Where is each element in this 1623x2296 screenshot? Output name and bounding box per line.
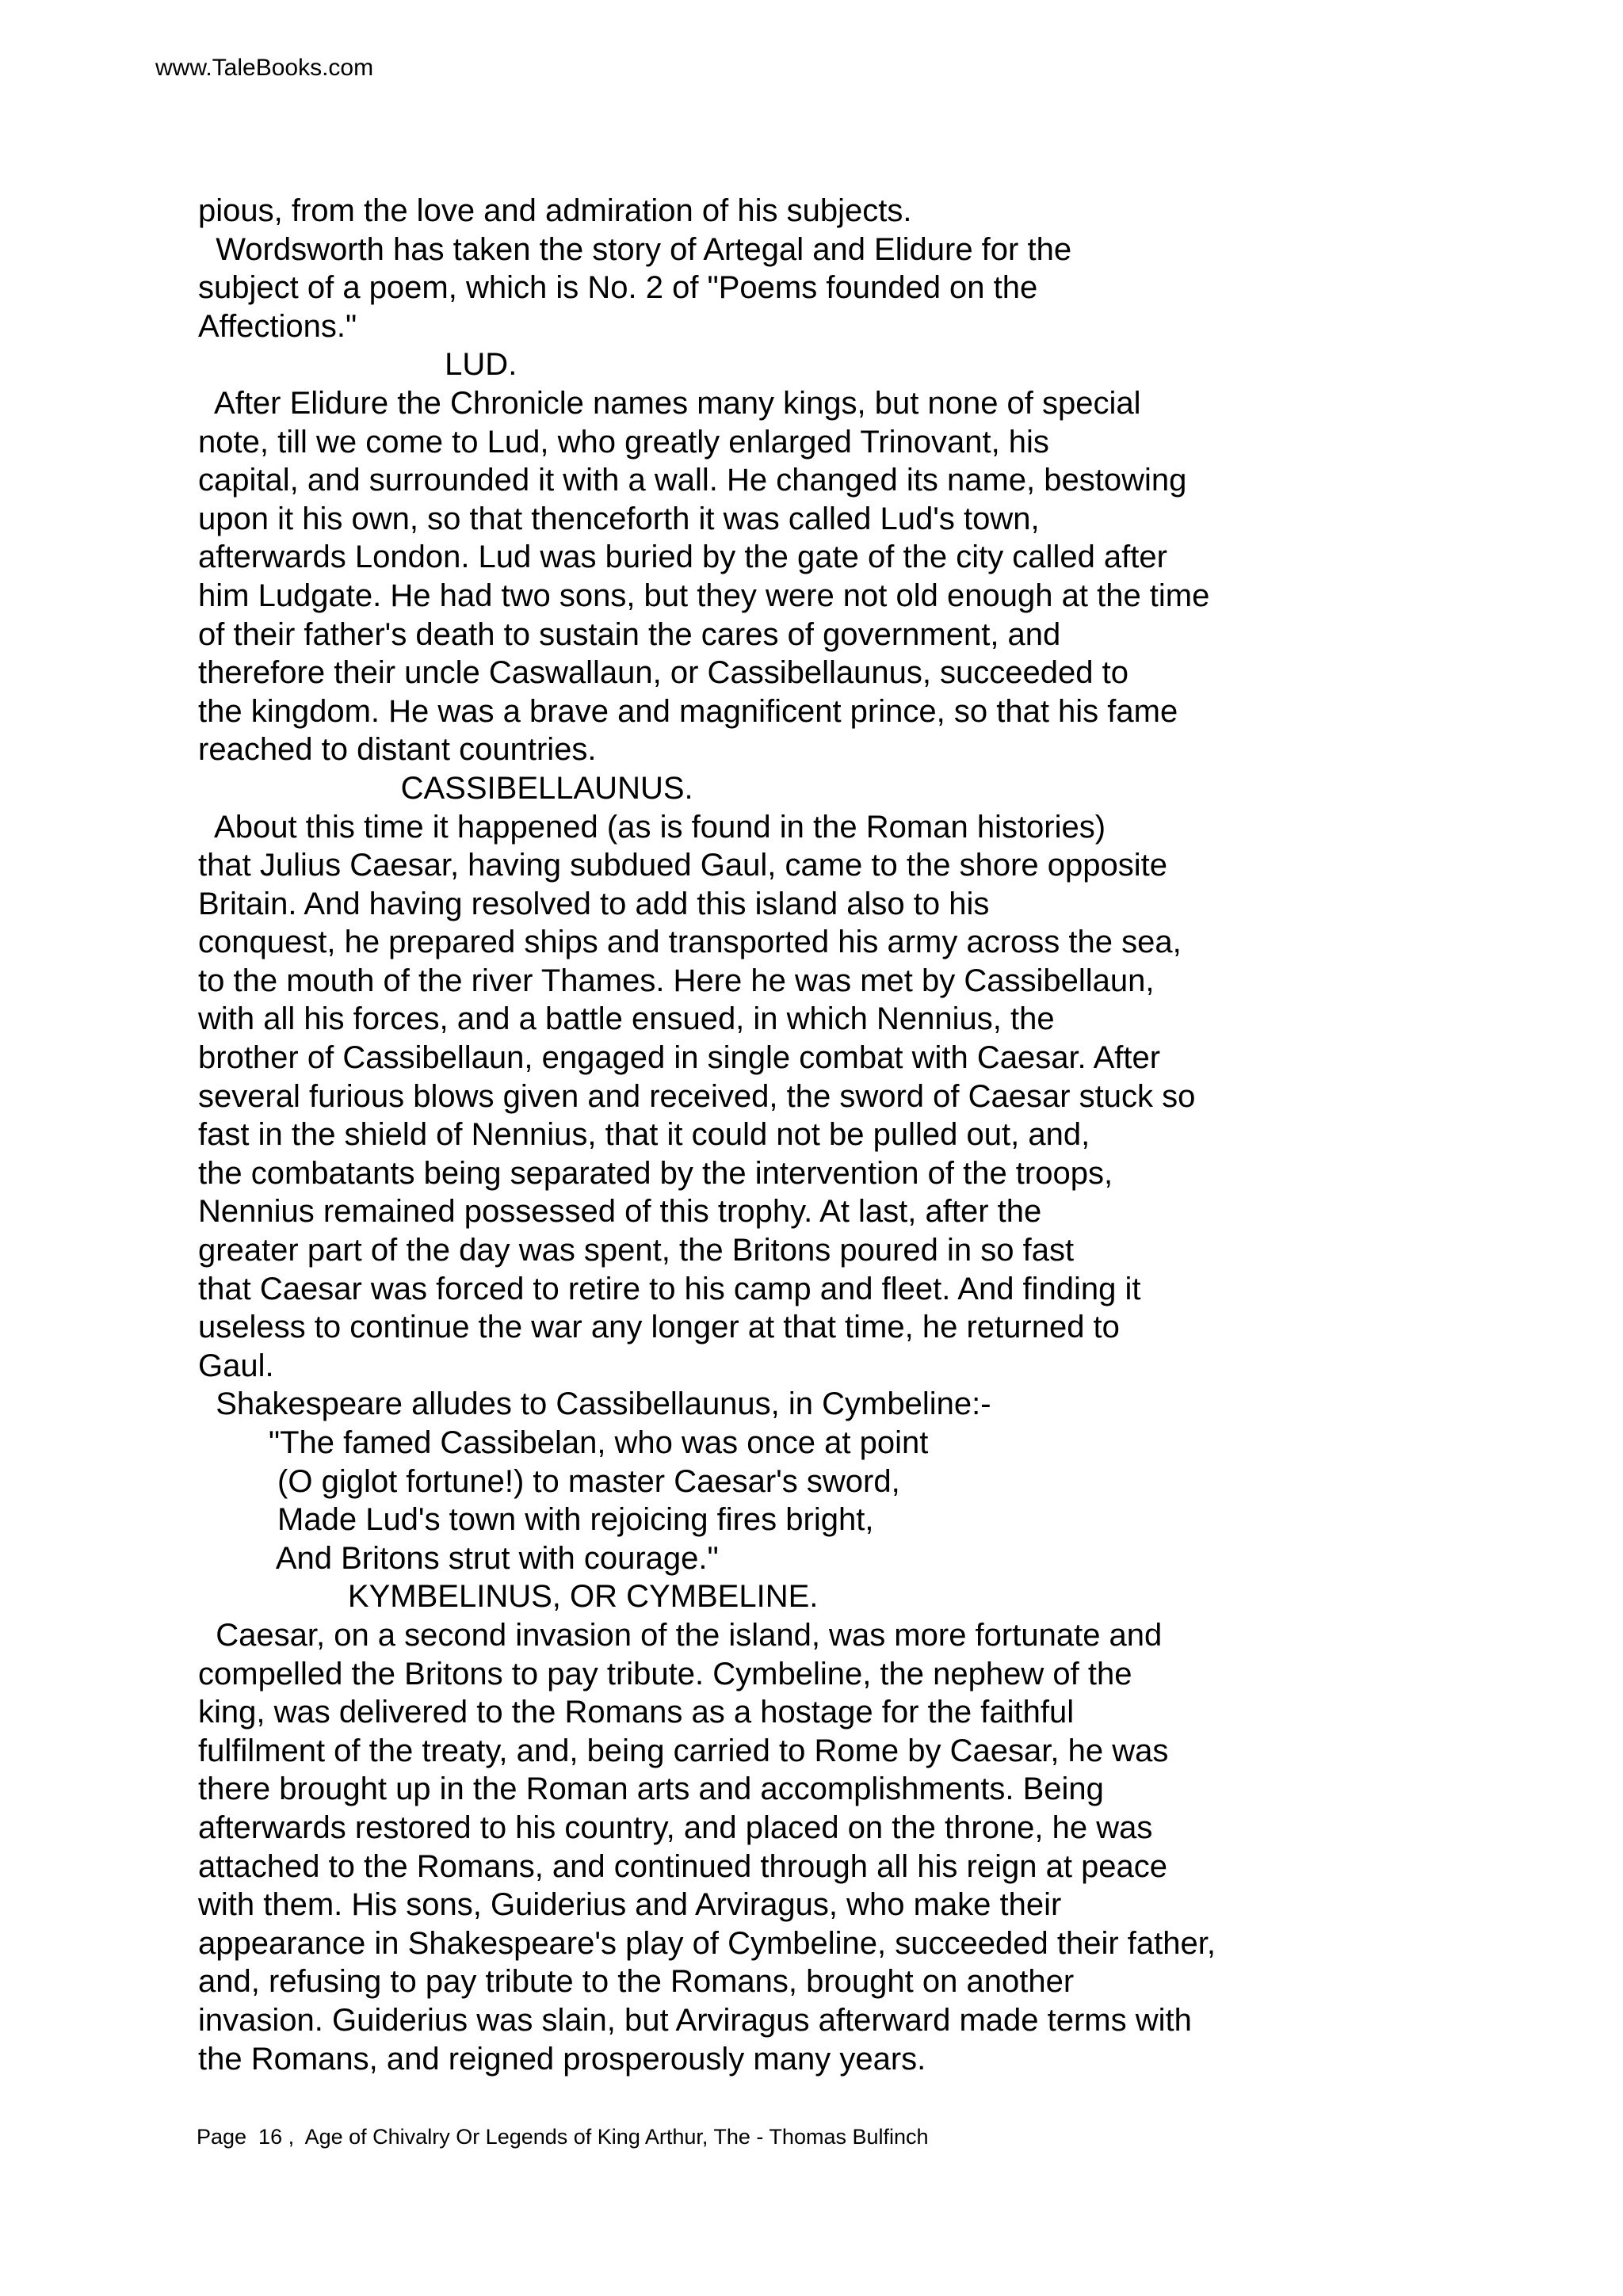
text-line: After Elidure the Chronicle names many kings, but none of special — [198, 385, 1141, 421]
text-line: Gaul. — [198, 1348, 274, 1383]
text-line: compelled the Britons to pay tribute. Cymbeline, the nephew of the — [198, 1656, 1132, 1691]
text-line: that Caesar was forced to retire to his camp and fleet. And finding it — [198, 1271, 1141, 1306]
text-line: greater part of the day was spent, the Britons poured in so fast — [198, 1233, 1075, 1268]
quote-line: (O giglot fortune!) to master Caesar's sword, — [198, 1463, 900, 1499]
section-heading-cassibellaunus: CASSIBELLAUNUS. — [198, 770, 693, 806]
text-line: the combatants being separated by the intervention of the troops, — [198, 1155, 1113, 1191]
text-line: conquest, he prepared ships and transported his army across the sea, — [198, 925, 1182, 960]
text-line: therefore their uncle Caswallaun, or Cassibellaunus, succeeded to — [198, 655, 1129, 691]
text-line: Caesar, on a second invasion of the island, was more fortunate and — [198, 1617, 1163, 1653]
text-line: with them. His sons, Guiderius and Arviragus, who make their — [198, 1887, 1062, 1923]
text-line: king, was delivered to the Romans as a hostage for the faithful — [198, 1695, 1075, 1730]
text-line: Britain. And having resolved to add this island also to his — [198, 886, 990, 921]
text-line: him Ludgate. He had two sons, but they were not old enough at the time — [198, 578, 1210, 613]
text-line: with all his forces, and a battle ensued, in which Nennius, the — [198, 1001, 1055, 1037]
text-line: there brought up in the Roman arts and accomplishments. Being — [198, 1772, 1104, 1807]
section-heading-lud: LUD. — [198, 347, 517, 383]
text-line: Wordsworth has taken the story of Artegal and Elidure for the — [198, 231, 1072, 267]
text-line: several furious blows given and received, the sword of Caesar stuck so — [198, 1078, 1196, 1114]
quote-line: "The famed Cassibelan, who was once at point — [198, 1425, 929, 1460]
text-line: the Romans, and reigned prosperously many years. — [198, 2041, 926, 2077]
text-line: useless to continue the war any longer at that time, he returned to — [198, 1310, 1120, 1345]
text-line: capital, and surrounded it with a wall. He changed its name, bestowing — [198, 463, 1187, 498]
text-line: subject of a poem, which is No. 2 of "Poems founded on the — [198, 270, 1038, 306]
quote-line: Made Lud's town with rejoicing fires bright, — [198, 1502, 874, 1538]
text-line: Shakespeare alludes to Cassibellaunus, in Cymbeline:- — [198, 1386, 991, 1422]
page-body-text — [198, 192, 1506, 2078]
text-line: afterwards London. Lud was buried by the gate of the city called after — [198, 540, 1167, 575]
text-line: brother of Cassibellaun, engaged in single combat with Caesar. After — [198, 1040, 1161, 1076]
text-line: that Julius Caesar, having subdued Gaul, came to the shore opposite — [198, 848, 1167, 883]
text-line: to the mouth of the river Thames. Here he was met by Cassibellaun, — [198, 963, 1155, 998]
page-footer: Page 16 , Age of Chivalry Or Legends of King Arthur, The - Thomas Bulfinch — [197, 2125, 929, 2149]
text-line: fulfilment of the treaty, and, being carried to Rome by Caesar, he was — [198, 1733, 1169, 1768]
text-line: attached to the Romans, and continued through all his reign at peace — [198, 1848, 1168, 1884]
text-line: invasion. Guiderius was slain, but Arviragus afterward made terms with — [198, 2002, 1192, 2038]
text-line: the kingdom. He was a brave and magnificent prince, so that his fame — [198, 693, 1178, 729]
site-url-header: www.TaleBooks.com — [155, 55, 374, 81]
text-line: Affections." — [198, 308, 357, 344]
text-line: pious, from the love and admiration of his subjects. — [198, 193, 912, 228]
section-heading-kymbelinus: KYMBELINUS, OR CYMBELINE. — [198, 1579, 819, 1615]
text-line: of their father's death to sustain the cares of government, and — [198, 616, 1061, 652]
text-line: reached to distant countries. — [198, 732, 597, 768]
text-line: About this time it happened (as is found in the Roman histories) — [198, 809, 1106, 845]
text-line: and, refusing to pay tribute to the Romans, brought on another — [198, 1964, 1075, 2000]
text-line: afterwards restored to his country, and placed on the throne, he was — [198, 1810, 1153, 1845]
text-line: appearance in Shakespeare's play of Cymbeline, succeeded their father, — [198, 1925, 1216, 1961]
text-line: upon it his own, so that thenceforth it was called Lud's town, — [198, 501, 1040, 536]
text-line: fast in the shield of Nennius, that it could not be pulled out, and, — [198, 1117, 1090, 1153]
quote-line: And Britons strut with courage." — [198, 1540, 719, 1576]
text-line: note, till we come to Lud, who greatly enlarged Trinovant, his — [198, 424, 1049, 460]
text-line: Nennius remained possessed of this trophy. At last, after the — [198, 1194, 1042, 1230]
